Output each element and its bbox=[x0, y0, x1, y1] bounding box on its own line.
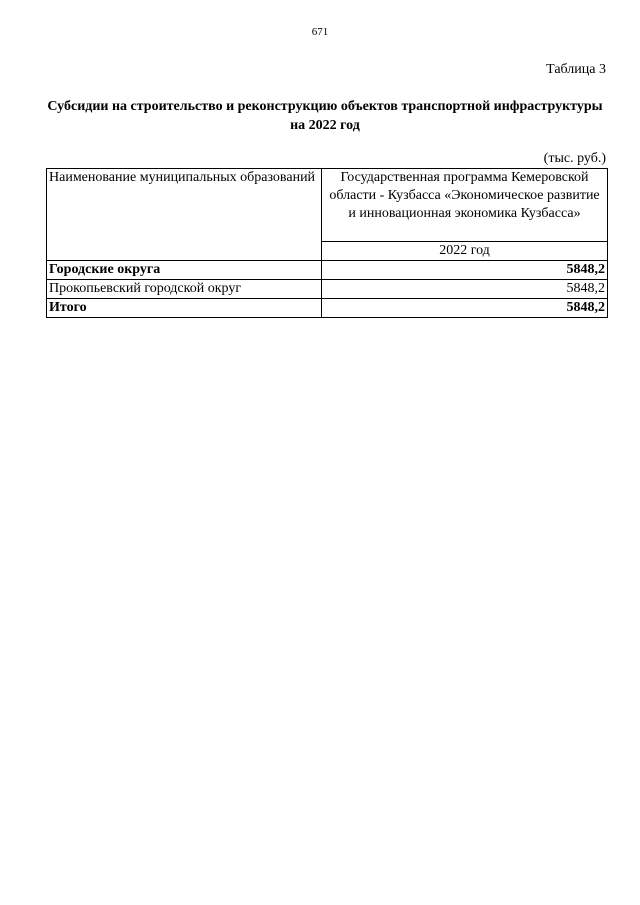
table-caption: Таблица 3 bbox=[546, 62, 606, 77]
row-value: 5848,2 bbox=[322, 280, 608, 299]
header-program: Государственная программа Кемеровской области - Кузбасса «Экономическое развитие и инновационная экономика Кузбасса» bbox=[322, 169, 608, 242]
row-value: 5848,2 bbox=[322, 299, 608, 318]
title-line-2: на 2022 год bbox=[290, 118, 360, 133]
table-row-total bbox=[47, 299, 608, 318]
units-label: (тыс. руб.) bbox=[543, 151, 606, 166]
page-number: 671 bbox=[311, 26, 329, 38]
table-header-row bbox=[47, 169, 608, 242]
subsidy-table bbox=[46, 168, 608, 318]
document-title bbox=[30, 97, 620, 135]
row-name: Итого bbox=[47, 299, 322, 318]
header-municipality: Наименование муниципальных образований bbox=[47, 169, 322, 261]
title-line-1: Субсидии на строительство и реконструкцию объектов транспортной инфраструктуры bbox=[47, 99, 603, 114]
header-year: 2022 год bbox=[322, 242, 608, 261]
table-row bbox=[47, 261, 608, 280]
table-row bbox=[47, 280, 608, 299]
row-name: Городские округа bbox=[47, 261, 322, 280]
row-value: 5848,2 bbox=[322, 261, 608, 280]
row-name: Прокопьевский городской округ bbox=[47, 280, 322, 299]
